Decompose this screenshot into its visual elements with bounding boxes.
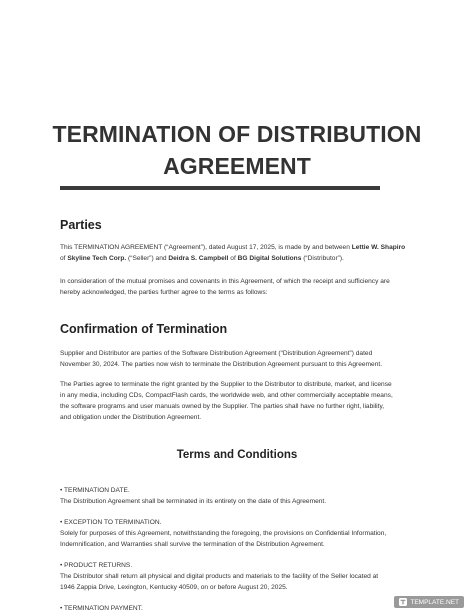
confirmation-paragraph-1 xyxy=(60,348,420,370)
term-title: • TERMINATION PAYMENT. xyxy=(60,605,143,612)
confirmation-p1-line-2: November 30, 2024. The parties now wish to terminate the Distribution Agreement pursuant to this Agreement. xyxy=(60,361,383,368)
title-line-1: TERMINATION OF DISTRIBUTION xyxy=(52,121,422,147)
parties-p1-line-1 xyxy=(60,242,420,253)
term-body-line-1: The Distributor shall return all physical and digital products and materials to the facility of the Seller located at xyxy=(60,573,379,580)
confirmation-p1-line-1: Supplier and Distributor are parties of the Software Distribution Agreement (“Distribution Agreement”) dated xyxy=(60,350,373,357)
terms-heading: Terms and Conditions xyxy=(176,449,298,461)
confirmation-p2-line-4: and obligation under the Distribution Agreement. xyxy=(60,414,202,421)
term-item-termination-payment xyxy=(60,603,420,614)
watermark xyxy=(394,596,464,608)
distributor-label: (“Distributor”). xyxy=(301,255,344,262)
term-body-line-1: The Distribution Agreement shall be terminated in its entirety on the date of this Agreement. xyxy=(60,498,327,505)
term-title: • EXCEPTION TO TERMINATION. xyxy=(60,519,162,526)
title-line-2: AGREEMENT xyxy=(163,153,311,179)
of-text: of xyxy=(60,255,68,262)
term-title: • PRODUCT RETURNS. xyxy=(60,562,133,569)
term-body-line-1: Solely for purposes of this Agreement, notwithstanding the foregoing, the provisions on Confidential Information, xyxy=(60,530,387,537)
distributor-representative: Deidra S. Campbell xyxy=(168,255,229,262)
distributor-company: BG Digital Solutions xyxy=(237,255,302,262)
term-item-product-returns xyxy=(60,560,420,593)
confirmation-paragraph-2 xyxy=(60,379,420,423)
term-body-line-2: Indemnification, and Warranties shall survive the termination of the Distribution Agreement. xyxy=(60,541,325,548)
parties-p2-line-2: hereby acknowledged, the parties further agree to the terms as follows: xyxy=(60,289,268,296)
term-item-termination-date xyxy=(60,485,420,507)
confirmation-p2-line-3: the software programs and user manuals owned by the Supplier. The parties shall have no further right, liability, xyxy=(60,403,385,410)
parties-heading: Parties xyxy=(60,218,102,232)
term-item-exception xyxy=(60,517,420,550)
parties-paragraph-1 xyxy=(60,242,420,264)
seller-company: Skyline Tech Corp. xyxy=(67,255,127,262)
parties-paragraph-2 xyxy=(60,276,420,298)
title-divider xyxy=(60,186,380,190)
term-body-line-2: 1946 Zappia Drive, Lexington, Kentucky 40509, on or before August 20, 2025. xyxy=(60,584,288,591)
parties-intro-text: This TERMINATION AGREEMENT (“Agreement”), dated August 17, 2025, is made by and between xyxy=(60,244,352,251)
confirmation-p2-line-1: The Parties agree to terminate the right granted by the Supplier to the Distributor to distribute, market, and license xyxy=(60,381,392,388)
term-title: • TERMINATION DATE. xyxy=(60,487,130,494)
document-title xyxy=(0,118,474,182)
confirmation-heading: Confirmation of Termination xyxy=(60,322,228,336)
template-logo-icon xyxy=(399,598,407,606)
of-text-2: of xyxy=(228,255,238,262)
parties-p2-line-1: In consideration of the mutual promises and covenants in this Agreement, of which the receipt and sufficiency are xyxy=(60,278,390,285)
confirmation-p2-line-2: in any media, including CDs, CompactFlash cards, the worldwide web, and other commercially acceptable means, xyxy=(60,392,393,399)
watermark-text: TEMPLATE.NET xyxy=(410,598,459,606)
parties-p1-line-2 xyxy=(60,253,420,264)
seller-label: (“Seller”) and xyxy=(126,255,169,262)
seller-representative: Lettie W. Shapiro xyxy=(351,244,406,251)
